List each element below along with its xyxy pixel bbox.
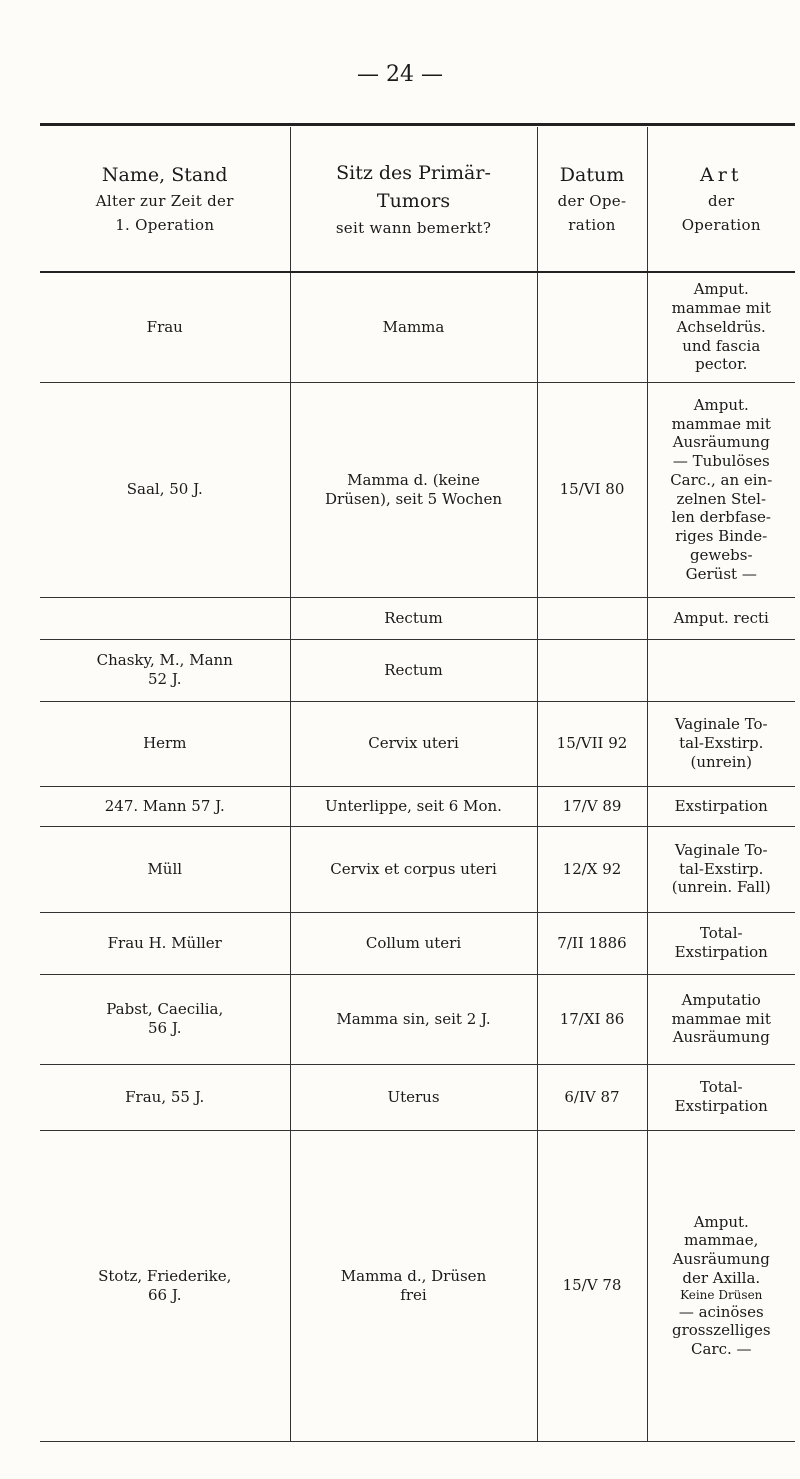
cell-operation: Amput. mammae, Ausräumung der Axilla. Keine Drüsen — acinöses grosszelliges Carc. — xyxy=(647,1130,795,1442)
cell-name: Stotz, Friederike, 66 J. xyxy=(40,1130,290,1442)
header-operation: Art der Operation xyxy=(647,127,795,272)
table-row xyxy=(40,974,795,1064)
table-row xyxy=(40,826,795,912)
header-date: Datum der Ope- ration xyxy=(537,127,647,272)
cell-name: Müll xyxy=(40,826,290,912)
table-row xyxy=(40,701,795,786)
cell-operation: Amputatio mammae mit Ausräumung xyxy=(647,974,795,1064)
header-name: Name, Stand Alter zur Zeit der 1. Operation xyxy=(40,127,290,272)
table-header xyxy=(40,127,795,272)
cell-site: Collum uteri xyxy=(290,912,537,974)
cell-operation: Amput. mammae mit Achseldrüs. und fascia pector. xyxy=(647,272,795,382)
cell-operation: Total- Exstirpation xyxy=(647,1064,795,1130)
cell-date: 15/VI 80 xyxy=(537,382,647,597)
page-number: — 24 — xyxy=(357,62,443,87)
cell-name: Frau, 55 J. xyxy=(40,1064,290,1130)
cell-operation: Vaginale To- tal-Exstirp. (unrein) xyxy=(647,701,795,786)
cell-site: Mamma d. (keine Drüsen), seit 5 Wochen xyxy=(290,382,537,597)
cell-operation: Exstirpation xyxy=(647,786,795,826)
cell-site: Cervix et corpus uteri xyxy=(290,826,537,912)
cell-name: Frau xyxy=(40,272,290,382)
cell-name: Saal, 50 J. xyxy=(40,382,290,597)
cell-site: Cervix uteri xyxy=(290,701,537,786)
cell-site: Mamma xyxy=(290,272,537,382)
cell-site: Uterus xyxy=(290,1064,537,1130)
table-row xyxy=(40,597,795,639)
cell-site: Rectum xyxy=(290,597,537,639)
table-row xyxy=(40,786,795,826)
top-rule xyxy=(40,123,795,126)
cell-date: 17/V 89 xyxy=(537,786,647,826)
cell-site: Mamma sin, seit 2 J. xyxy=(290,974,537,1064)
cell-name: 247. Mann 57 J. xyxy=(40,786,290,826)
cell-operation: Vaginale To- tal-Exstirp. (unrein. Fall) xyxy=(647,826,795,912)
cell-date xyxy=(537,597,647,639)
cell-date: 15/V 78 xyxy=(537,1130,647,1442)
cell-operation: Amput. mammae mit Ausräumung — Tubulöses Carc., an ein- zelnen Stel- len derbfase- riges Binde- gewebs- Gerüst — xyxy=(647,382,795,597)
cell-date: 17/XI 86 xyxy=(537,974,647,1064)
cell-name: Herm xyxy=(40,701,290,786)
cell-operation xyxy=(647,639,795,701)
table-row xyxy=(40,1130,795,1442)
table-row xyxy=(40,1064,795,1130)
cell-date: 7/II 1886 xyxy=(537,912,647,974)
cell-name xyxy=(40,597,290,639)
cell-date xyxy=(537,272,647,382)
table-row xyxy=(40,382,795,597)
cell-date xyxy=(537,639,647,701)
cell-site: Unterlippe, seit 6 Mon. xyxy=(290,786,537,826)
cell-operation: Total- Exstirpation xyxy=(647,912,795,974)
cell-operation: Amput. recti xyxy=(647,597,795,639)
cell-site: Rectum xyxy=(290,639,537,701)
header-site: Sitz des Primär- Tumors seit wann bemerkt? xyxy=(290,127,537,272)
cell-date: 12/X 92 xyxy=(537,826,647,912)
cell-name: Frau H. Müller xyxy=(40,912,290,974)
table-row xyxy=(40,912,795,974)
cell-date: 15/VII 92 xyxy=(537,701,647,786)
cell-date: 6/IV 87 xyxy=(537,1064,647,1130)
table-row xyxy=(40,272,795,382)
cell-name: Pabst, Caecilia, 56 J. xyxy=(40,974,290,1064)
cell-name: Chasky, M., Mann 52 J. xyxy=(40,639,290,701)
patient-table xyxy=(40,127,795,1442)
cell-site: Mamma d., Drüsen frei xyxy=(290,1130,537,1442)
table-row xyxy=(40,639,795,701)
